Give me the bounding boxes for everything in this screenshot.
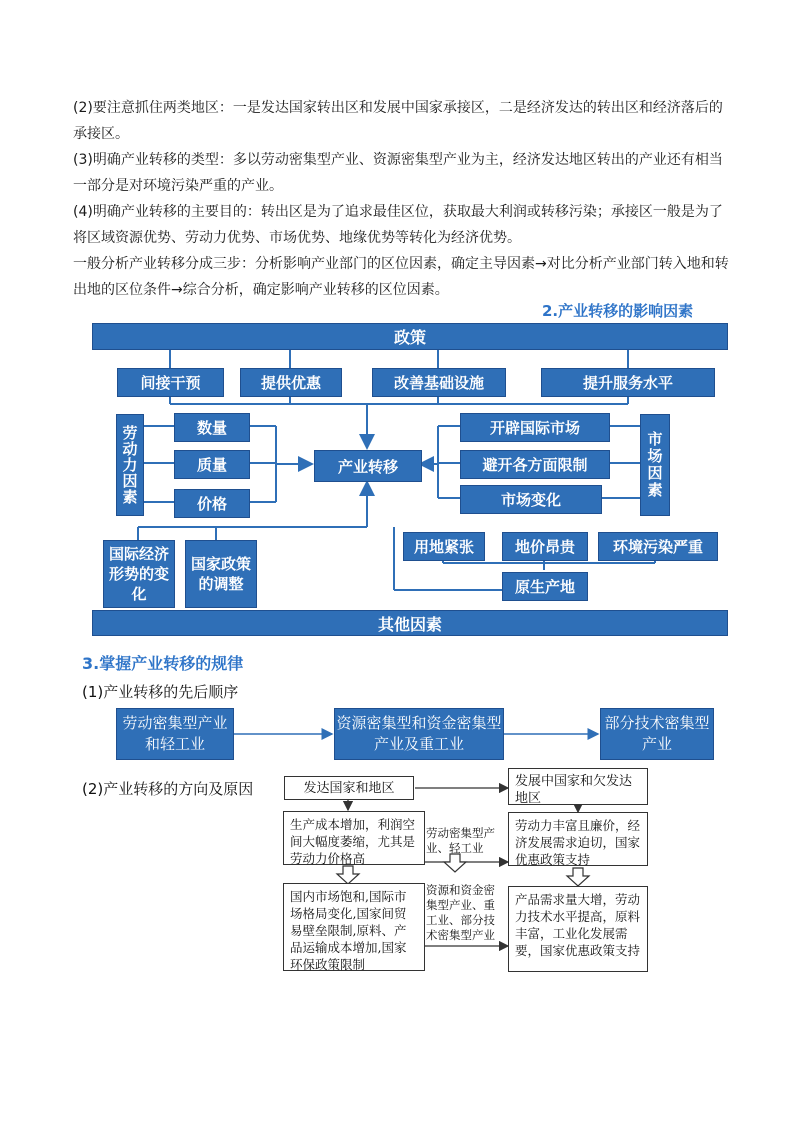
policy-item-preferential: 提供优惠 <box>240 368 342 397</box>
labor-factor: 劳动力因素 <box>116 414 144 516</box>
section2-title: 2.产业转移的影响因素 <box>542 302 694 320</box>
developed-region: 发达国家和地区 <box>284 776 414 800</box>
sub2-title: (2)产业转移的方向及原因 <box>82 780 254 798</box>
developing-region: 发展中国家和欠发达地区 <box>508 768 648 805</box>
paragraph-steps: 一般分析产业转移分成三步：分析影响产业部门的区位因素，确定主导因素→对比分析产业部门转入地和转出地的区位条件→综合分析，确定影响产业转移的区位因素。 <box>73 256 729 298</box>
policy-item-infrastructure: 改善基础设施 <box>372 368 506 397</box>
labor-quantity: 数量 <box>174 413 250 442</box>
origin-land-shortage: 用地紧张 <box>403 532 485 561</box>
push-factor-market: 国内市场饱和,国际市场格局变化,国家间贸易壁垒限制,原料、产品运输成本增加,国家环保政策限制 <box>283 883 425 971</box>
other-factors-bar: 其他因素 <box>92 610 728 636</box>
section3-title: 3.掌握产业转移的规律 <box>82 654 244 673</box>
paragraph-4: (4)明确产业转移的主要目的：转出区是为了追求最佳区位，获取最大利润或转移污染；承接区一般是为了将区域资源优势、劳动力优势、市场优势、地缘优势等转化为经济优势。 <box>73 204 723 246</box>
policy-bar: 政策 <box>92 323 728 350</box>
flow-labor-light: 劳动密集型产业、轻工业 <box>426 826 495 855</box>
paragraph-2: (2)要注意抓住两类地区：一是发达国家转出区和发展中国家承接区，二是经济发达的转出区和经济落后的承接区。 <box>73 100 723 142</box>
national-policy-adjust: 国家政策的调整 <box>185 540 257 608</box>
market-factor: 市场因素 <box>640 414 670 516</box>
labor-quality: 质量 <box>174 450 250 479</box>
market-avoid-limits: 避开各方面限制 <box>460 450 610 479</box>
seq-tech: 部分技术密集型产业 <box>600 708 714 760</box>
origin-high-land-price: 地价昂贵 <box>502 532 588 561</box>
policy-item-indirect: 间接干预 <box>117 368 224 397</box>
market-change: 市场变化 <box>460 485 602 514</box>
intl-economy-change: 国际经济形势的变化 <box>103 540 175 608</box>
seq-labor-light: 劳动密集型产业和轻工业 <box>116 708 234 760</box>
origin-pollution: 环境污染严重 <box>598 532 718 561</box>
origin-place: 原生产地 <box>502 572 588 601</box>
sub1-title: (1)产业转移的先后顺序 <box>82 683 239 701</box>
push-factor-cost: 生产成本增加，利润空间大幅度萎缩，尤其是劳动力价格高 <box>283 811 425 865</box>
labor-price: 价格 <box>174 489 250 518</box>
seq-resource-heavy: 资源密集型和资金密集型产业及重工业 <box>334 708 504 760</box>
pull-factor-labor: 劳动力丰富且廉价，经济发展需求迫切，国家优惠政策支持 <box>508 812 648 866</box>
industry-transfer-center: 产业转移 <box>314 450 422 482</box>
pull-factor-demand: 产品需求量大增，劳动力技术水平提高，原料丰富，工业化发展需要，国家优惠政策支持 <box>508 886 648 972</box>
paragraph-3: (3)明确产业转移的类型：多以劳动密集型产业、资源密集型产业为主，经济发达地区转出的产业还有相当一部分是对环境污染严重的产业。 <box>73 152 723 194</box>
policy-item-service: 提升服务水平 <box>541 368 715 397</box>
market-international: 开辟国际市场 <box>460 413 610 442</box>
flow-resource-tech: 资源和资金密集型产业、重工业、部分技术密集型产业 <box>426 883 495 942</box>
